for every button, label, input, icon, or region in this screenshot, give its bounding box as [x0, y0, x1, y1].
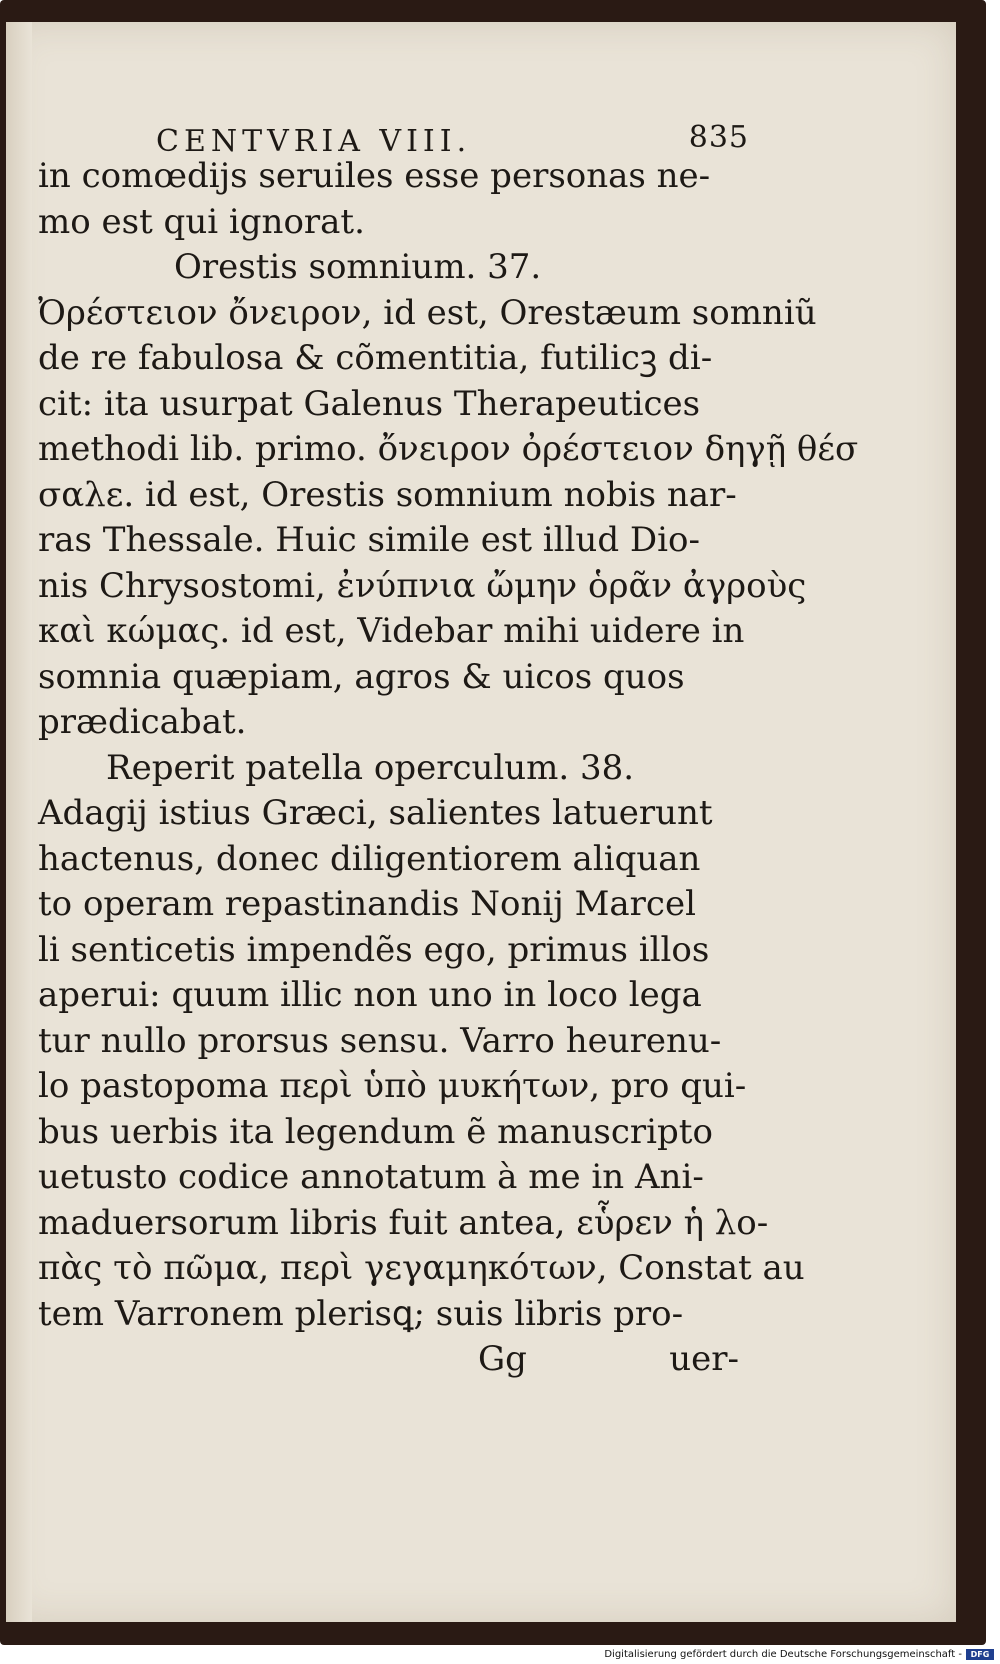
text-line: Adagij istius Græci, salientes latuerunt: [38, 793, 713, 833]
funding-note: Digitalisierung gefördert durch die Deutsche Forschungsgemeinschaft -: [604, 1649, 962, 1660]
text-line: prædicabat.: [38, 702, 247, 742]
text-line: uetusto codice annotatum à me in Ani-: [38, 1157, 704, 1197]
text-line: somnia quæpiam, agros & uicos quos: [38, 656, 685, 697]
signature-mark: Gg: [478, 1339, 527, 1379]
text-line: de re fabulosa & cõmentitia, futilicꝫ di-: [38, 338, 713, 378]
adage-heading: Reperit patella operculum. 38.: [106, 747, 635, 788]
text-line: καὶ κώμας. id est, Videbar mihi uidere in: [38, 611, 745, 651]
text-line: nis Chrysostomi, ἐνύπνια ὤμην ὁρᾶν ἀγροὺς: [38, 565, 807, 606]
text-line: cit: ita usurpat Galenus Therapeutices: [38, 383, 701, 424]
adage-heading: Orestis somnium. 37.: [174, 247, 542, 287]
catchword-line: [38, 1337, 739, 1383]
text-line: to operam repastinandis Nonij Marcel: [38, 884, 696, 924]
text-line: hactenus, donec diligentiorem aliquan: [38, 838, 701, 879]
text-line: σαλε. id est, Orestis somnium nobis nar-: [38, 474, 737, 515]
text-line: lo pastopoma περὶ ὑπὸ μυκήτων, pro qui-: [38, 1066, 747, 1106]
page-number: 835: [688, 120, 749, 155]
text-line: ras Thessale. Huic simile est illud Dio-: [38, 520, 700, 560]
text-line: πὰς τὸ πῶμα, περὶ γεγαμηκότων, Constat au: [38, 1248, 805, 1288]
running-head-title: CENTVRIA VIII.: [156, 124, 472, 159]
dfg-logo-icon: DFG: [966, 1649, 994, 1660]
text-line: methodi lib. primo. ὄνειρον ὀρέστειον δηγῇ θέσ: [38, 429, 859, 469]
catchword: uer-: [669, 1339, 739, 1379]
text-line: bus uerbis ita legendum ẽ manuscripto: [38, 1111, 713, 1152]
page-gutter: [6, 22, 32, 1622]
text-block: [38, 106, 859, 1383]
text-line: maduersorum libris fuit antea, εὗρεν ἡ λο-: [38, 1202, 769, 1243]
text-line: Ὀρέστειον ὄνειρον, id est, Orestæum somniũ: [38, 292, 817, 333]
text-line: mo est qui ignorat.: [38, 201, 365, 242]
text-line: li senticetis impendẽs ego, primus illos: [38, 929, 710, 970]
text-line: tur nullo prorsus sensu. Varro heurenu-: [38, 1020, 722, 1061]
text-line: in comœdijs seruiles esse personas ne-: [38, 156, 711, 196]
running-head: [38, 106, 749, 159]
text-line: tem Varronem plerisꝗ; suis libris pro-: [38, 1293, 684, 1334]
book-page: [6, 22, 956, 1622]
text-line: aperui: quum illic non uno in loco lega: [38, 975, 702, 1015]
